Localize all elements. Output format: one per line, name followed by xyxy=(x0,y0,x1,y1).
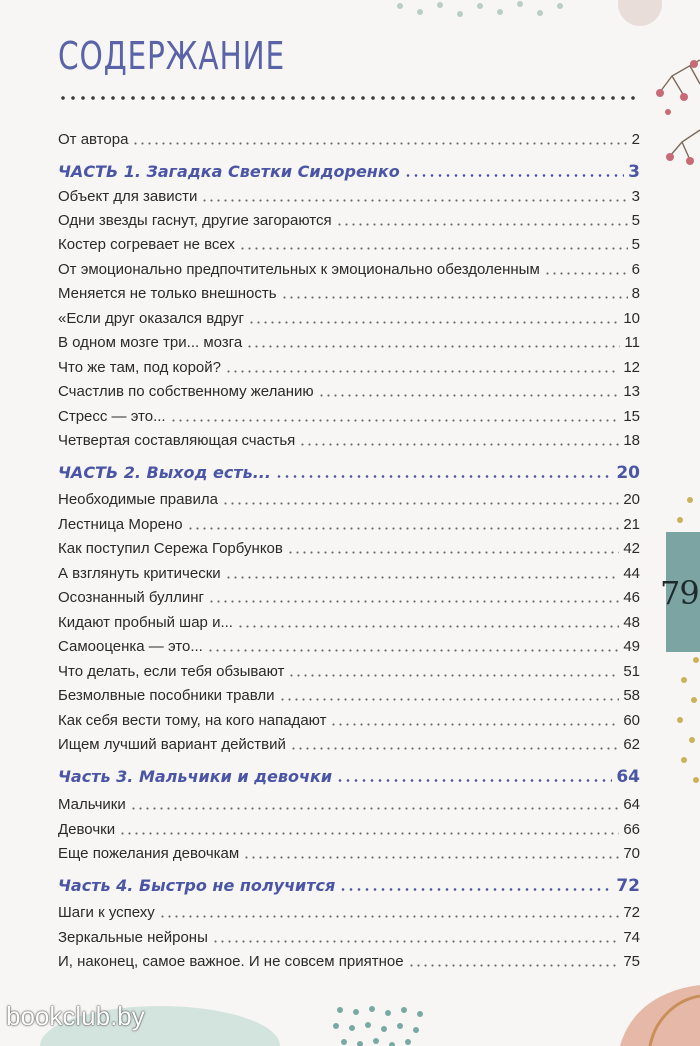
toc-page-number: 5 xyxy=(631,236,640,253)
toc-entry xyxy=(58,305,640,329)
toc-entry-title: Необходимые правила xyxy=(58,491,218,508)
toc-page-number: 48 xyxy=(623,614,640,631)
toc-dot-leader xyxy=(130,807,620,810)
watermark: bookclub.by xyxy=(6,1001,145,1031)
toc-page-number: 11 xyxy=(624,334,640,351)
toc-entry xyxy=(58,948,640,972)
toc-entry-title: А взглянуть критически xyxy=(58,565,221,582)
toc-entry xyxy=(58,609,640,633)
toc-entry xyxy=(58,658,640,682)
table-of-contents xyxy=(58,0,640,1046)
toc-part-heading xyxy=(58,459,640,483)
toc-dot-leader xyxy=(225,370,619,373)
toc-page-number: 3 xyxy=(628,162,640,182)
toc-part-heading xyxy=(58,763,640,787)
toc-entry-title: И, наконец, самое важное. И не совсем приятное xyxy=(58,953,404,970)
toc-page-number: 6 xyxy=(631,261,640,278)
toc-page-number: 44 xyxy=(623,565,640,582)
toc-entry xyxy=(58,899,640,923)
toc-entry-title: Девочки xyxy=(58,821,116,838)
toc-dot-leader xyxy=(287,551,619,554)
toc-entry-title: «Если друг оказался вдруг xyxy=(58,310,244,327)
toc-page-number: 20 xyxy=(616,463,640,483)
toc-entry-title: Часть 3. Мальчики и девочки xyxy=(58,767,333,786)
toc-page-number: 66 xyxy=(623,821,640,838)
toc-entry xyxy=(58,183,640,207)
toc-entry-title: ЧАСТЬ 2. Выход есть... xyxy=(58,463,271,482)
toc-page-number: 74 xyxy=(623,929,640,946)
toc-entry-title: Мальчики xyxy=(58,796,126,813)
toc-dot-leader xyxy=(239,247,628,250)
toc-dot-leader xyxy=(208,600,619,603)
toc-entry-title: Как поступил Сережа Горбунков xyxy=(58,540,283,557)
toc-entry-title: Меняется не только внешность xyxy=(58,285,277,302)
toc-dot-leader xyxy=(275,475,612,478)
toc-entry-title: Четвертая составляющая счастья xyxy=(58,432,296,449)
toc-dot-leader xyxy=(170,419,620,422)
toc-page-number: 75 xyxy=(623,953,640,970)
toc-page-number: 20 xyxy=(623,491,640,508)
toc-entry xyxy=(58,840,640,864)
toc-dot-leader xyxy=(299,443,619,446)
toc-dot-leader xyxy=(222,502,619,505)
toc-dot-leader xyxy=(225,576,620,579)
toc-entry-title: ЧАСТЬ 1. Загадка Светки Сидоренко xyxy=(58,162,400,181)
toc-dot-leader xyxy=(119,832,619,835)
toc-entry xyxy=(58,682,640,706)
toc-page-number: 72 xyxy=(623,904,640,921)
toc-entry-title: Осознанный буллинг xyxy=(58,589,204,606)
toc-entry-title: От эмоционально предпочтительных к эмоционально обездоленным xyxy=(58,261,540,278)
toc-entry xyxy=(58,403,640,427)
toc-entry xyxy=(58,126,640,150)
toc-entry xyxy=(58,207,640,231)
toc-entry-title: Что же там, под корой? xyxy=(58,359,221,376)
toc-dot-leader xyxy=(318,394,620,397)
toc-entry xyxy=(58,378,640,402)
toc-entry xyxy=(58,707,640,731)
toc-dot-leader xyxy=(159,915,620,918)
toc-page-number: 15 xyxy=(623,408,640,425)
toc-entry-title: Одни звезды гаснут, другие загораются xyxy=(58,212,332,229)
toc-entry-title: Как себя вести тому, на кого нападают xyxy=(58,712,327,729)
toc-entry-title: Безмолвные пособники травли xyxy=(58,687,275,704)
toc-dot-leader xyxy=(248,321,619,324)
toc-entry xyxy=(58,354,640,378)
toc-dot-leader xyxy=(330,723,619,726)
toc-page-number: 64 xyxy=(616,767,640,787)
toc-page-number: 3 xyxy=(631,188,640,205)
toc-page-number: 58 xyxy=(623,687,640,704)
toc-entry-title: Кидают пробный шар и... xyxy=(58,614,233,631)
toc-page-number: 60 xyxy=(623,712,640,729)
toc-entry-title: Лестница Морено xyxy=(58,516,183,533)
toc-entry-title: Еще пожелания девочкам xyxy=(58,845,240,862)
toc-entry xyxy=(58,535,640,559)
toc-entry xyxy=(58,924,640,948)
toc-entry xyxy=(58,486,640,510)
toc-dot-leader xyxy=(207,649,619,652)
toc-page-number: 8 xyxy=(631,285,640,302)
toc-dot-leader xyxy=(281,296,628,299)
toc-entry-title: Ищем лучший вариант действий xyxy=(58,736,286,753)
toc-entry-title: Стресс — это... xyxy=(58,408,166,425)
toc-entry-title: Часть 4. Быстро не получится xyxy=(58,876,336,895)
toc-part-heading xyxy=(58,158,640,182)
toc-page-number: 64 xyxy=(623,796,640,813)
toc-entry xyxy=(58,231,640,255)
toc-entry-title: Шаги к успеху xyxy=(58,904,155,921)
toc-dot-leader xyxy=(290,747,619,750)
toc-page-number: 13 xyxy=(623,383,640,400)
toc-page-number: 12 xyxy=(623,359,640,376)
toc-entry-title: Объект для зависти xyxy=(58,188,198,205)
toc-entry xyxy=(58,816,640,840)
toc-page-number: 62 xyxy=(623,736,640,753)
toc-entry-title: Костер согревает не всех xyxy=(58,236,235,253)
toc-entry-title: Счастлив по собственному желанию xyxy=(58,383,314,400)
toc-page-number: 5 xyxy=(631,212,640,229)
toc-page-number: 10 xyxy=(623,310,640,327)
toc-entry xyxy=(58,791,640,815)
toc-entry-title: От автора xyxy=(58,131,129,148)
toc-page-number: 21 xyxy=(623,516,640,533)
toc-dot-leader xyxy=(408,964,620,967)
toc-dot-leader xyxy=(201,199,627,202)
toc-dot-leader xyxy=(237,625,619,628)
toc-page-number: 46 xyxy=(623,589,640,606)
toc-dot-leader xyxy=(336,779,612,782)
toc-page-number: 42 xyxy=(623,540,640,557)
toc-entry xyxy=(58,633,640,657)
toc-part-heading xyxy=(58,872,640,896)
toc-dot-leader xyxy=(279,698,620,701)
toc-dot-leader xyxy=(132,142,627,145)
toc-entry-title: В одном мозге три... мозга xyxy=(58,334,243,351)
toc-page-number: 51 xyxy=(623,663,640,680)
side-page-number: 79 xyxy=(660,574,699,612)
toc-entry xyxy=(58,584,640,608)
toc-entry-title: Зеркальные нейроны xyxy=(58,929,208,946)
toc-dot-leader xyxy=(243,856,619,859)
toc-dot-leader xyxy=(288,674,619,677)
toc-entry xyxy=(58,511,640,535)
toc-dot-leader xyxy=(187,527,620,530)
toc-dot-leader xyxy=(246,345,620,348)
toc-page-number: 49 xyxy=(623,638,640,655)
toc-dot-leader xyxy=(212,940,619,943)
page-title: СОДЕРЖАНИЕ xyxy=(58,34,285,78)
toc-entry-title: Самооценка — это... xyxy=(58,638,203,655)
toc-dot-leader xyxy=(404,174,624,177)
toc-dot-leader xyxy=(544,272,628,275)
toc-entry xyxy=(58,256,640,280)
toc-page-number: 72 xyxy=(616,876,640,896)
toc-entry xyxy=(58,280,640,304)
toc-page-number: 18 xyxy=(623,432,640,449)
toc-dot-leader xyxy=(339,888,612,891)
toc-entry xyxy=(58,427,640,451)
toc-page-number: 70 xyxy=(623,845,640,862)
toc-entry-title: Что делать, если тебя обзывают xyxy=(58,663,285,680)
toc-entry xyxy=(58,560,640,584)
toc-page-number: 2 xyxy=(631,131,640,148)
toc-dot-leader xyxy=(336,223,628,226)
toc-entry xyxy=(58,731,640,755)
toc-entry xyxy=(58,329,640,353)
